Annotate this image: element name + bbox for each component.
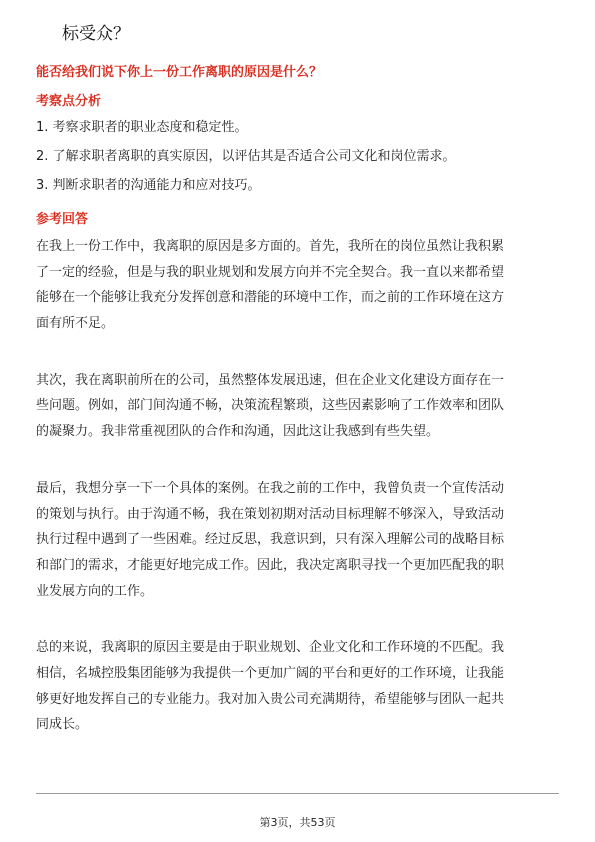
analysis-item: 2. 了解求职者离职的真实原因，以评估其是否适合公司文化和岗位需求。	[36, 149, 456, 164]
question-heading: 能否给我们说下你上一份工作离职的原因是什么？	[36, 65, 323, 80]
analysis-list	[36, 118, 566, 205]
paragraph-line: 面有所不足。	[36, 316, 115, 332]
paragraph-line: 在我上一份工作中，我离职的原因是多方面的。首先，我所在的岗位虽然让我积累	[36, 239, 505, 254]
paragraph-line: 其次，我在离职前所在的公司，虽然整体发展迅速，但在企业文化建设方面存在一	[36, 372, 505, 388]
paragraph-line: 的策划与执行。由于沟通不畅，我在策划初期对活动目标理解不够深入，导致活动	[36, 506, 505, 522]
answer-paragraph	[36, 476, 560, 604]
answer-title: 参考回答	[36, 212, 89, 227]
paragraph-line: 的凝聚力。我非常重视团队的合作和沟通，因此这让我感到有些失望。	[36, 424, 440, 440]
top-heading-fragment: 标受众？	[62, 24, 130, 44]
answer-paragraph	[36, 234, 560, 337]
analysis-item: 3. 判断求职者的沟通能力和应对技巧。	[36, 178, 261, 193]
paragraph-line: 相信，名城控股集团能够为我提供一个更加广阔的平台和更好的工作环境，让我能	[36, 665, 505, 681]
paragraph-line: 业发展方向的工作。	[36, 583, 154, 599]
answer-paragraph	[36, 635, 560, 738]
paragraph-line: 总的来说，我离职的原因主要是由于职业规划、企业文化和工作环境的不匹配。我	[36, 640, 505, 656]
paragraph-line: 能够在一个能够让我充分发挥创意和潜能的环境中工作，而之前的工作环境在这方	[36, 290, 505, 306]
paragraph-line: 同成长。	[36, 717, 89, 733]
answer-paragraph	[36, 368, 560, 445]
paragraph-line: 最后，我想分享一下一个具体的案例。在我之前的工作中，我曾负责一个宣传活动	[36, 480, 505, 496]
analysis-title: 考察点分析	[36, 94, 102, 109]
paragraph-line: 和部门的需求，才能更好地完成工作。因此，我决定离职寻找一个更加匹配我的职	[36, 557, 505, 573]
paragraph-line: 些问题。例如，部门间沟通不畅，决策流程繁琐，这些因素影响了工作效率和团队	[36, 398, 505, 414]
answer-body	[36, 234, 560, 769]
footer-divider	[36, 793, 559, 794]
paragraph-line: 执行过程中遇到了一些困难。经过反思，我意识到，只有深入理解公司的战略目标	[36, 532, 505, 548]
paragraph-line: 够更好地发挥自己的专业能力。我对加入贵公司充满期待，希望能够与团队一起共	[36, 691, 505, 707]
page-number: 第3页，共53页	[259, 816, 336, 829]
analysis-item: 1. 考察求职者的职业态度和稳定性。	[36, 120, 248, 135]
paragraph-line: 了一定的经验，但是与我的职业规划和发展方向并不完全契合。我一直以来都希望	[36, 264, 505, 280]
